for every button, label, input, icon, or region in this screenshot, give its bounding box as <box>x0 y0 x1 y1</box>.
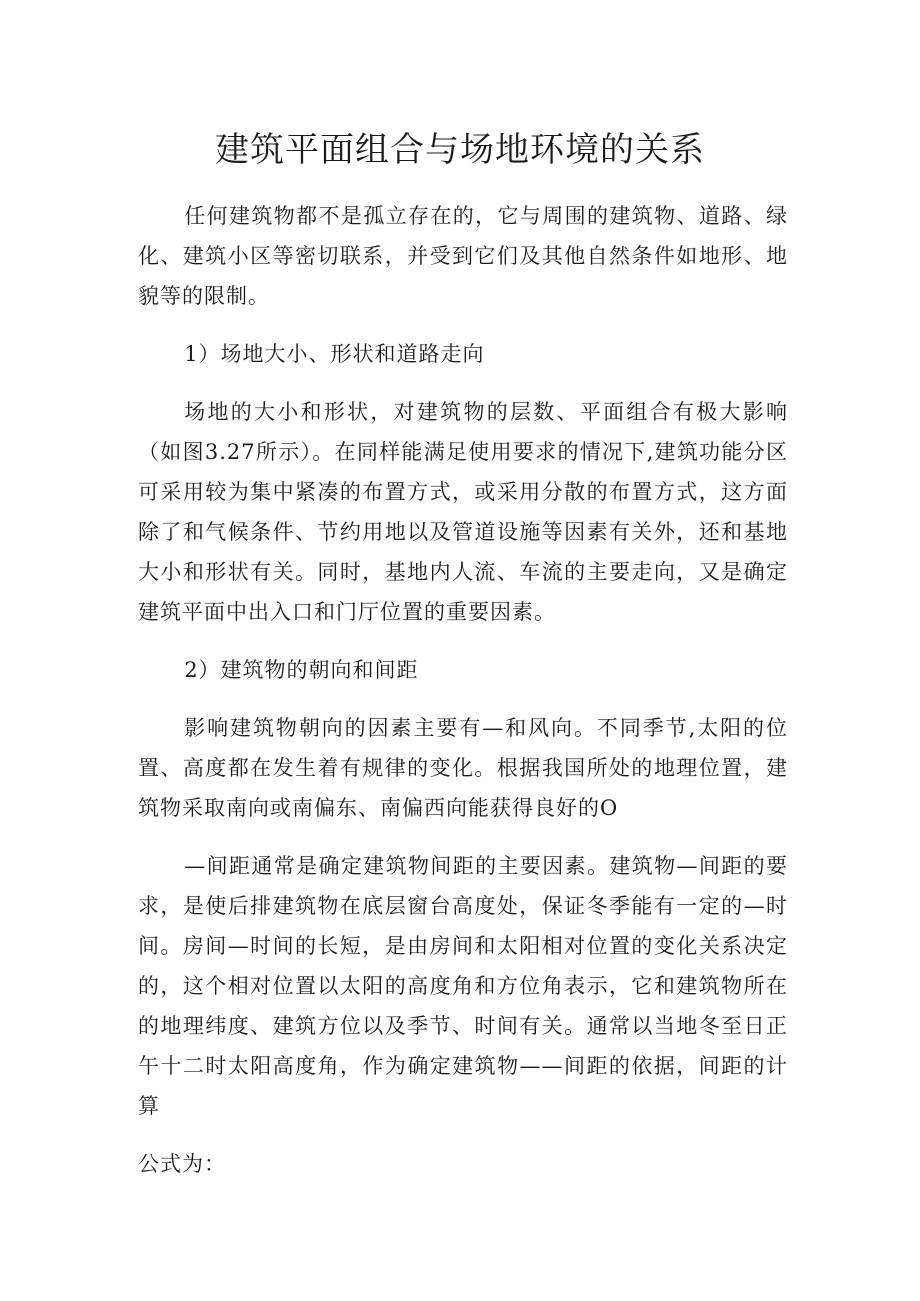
section-2-paragraph-1: 影响建筑物朝向的因素主要有—和风向。不同季节,太阳的位置、高度都在发生着有规律的变化。根据我国所处的地理位置，建筑物采取南向或南偏东、南偏西向能获得良好的O <box>138 716 788 820</box>
document-body <box>138 196 788 1184</box>
document-title: 建筑平面组合与场地环境的关系 <box>215 130 705 170</box>
section-1-paragraph: 场地的大小和形状，对建筑物的层数、平面组合有极大影响（如图3.27所示）。在同样能满足使用要求的情况下,建筑功能分区可采用较为集中紧凑的布置方式，或采用分散的布置方式，这方面除了和气候条件、节约用地以及管道设施等因素有关外，还和基地大小和形状有关。同时，基地内人流、车流的主要走向，又是确定建筑平面中出入口和门厅位置的重要因素。 <box>138 400 788 624</box>
section-2-paragraph-2: —间距通常是确定建筑物间距的主要因素。建筑物—间距的要求，是使后排建筑物在底层窗台高度处，保证冬季能有一定的—时间。房间—时间的长短，是由房间和太阳相对位置的变化关系决定的，这个相对位置以太阳的高度角和方位角表示，它和建筑物所在的地理纬度、建筑方位以及季节、时间有关。通常以当地冬至日正午十二时太阳高度角，作为确定建筑物——间距的依据，间距的计算 <box>138 854 788 1118</box>
section-2-heading: 2）建筑物的朝向和间距 <box>184 658 419 682</box>
section-1-heading: 1）场地大小、形状和道路走向 <box>184 342 485 366</box>
intro-paragraph: 任何建筑物都不是孤立存在的，它与周围的建筑物、道路、绿化、建筑小区等密切联系，并受到它们及其他自然条件如地形、地貌等的限制。 <box>138 204 788 308</box>
formula-label: 公式为： <box>138 1152 226 1176</box>
